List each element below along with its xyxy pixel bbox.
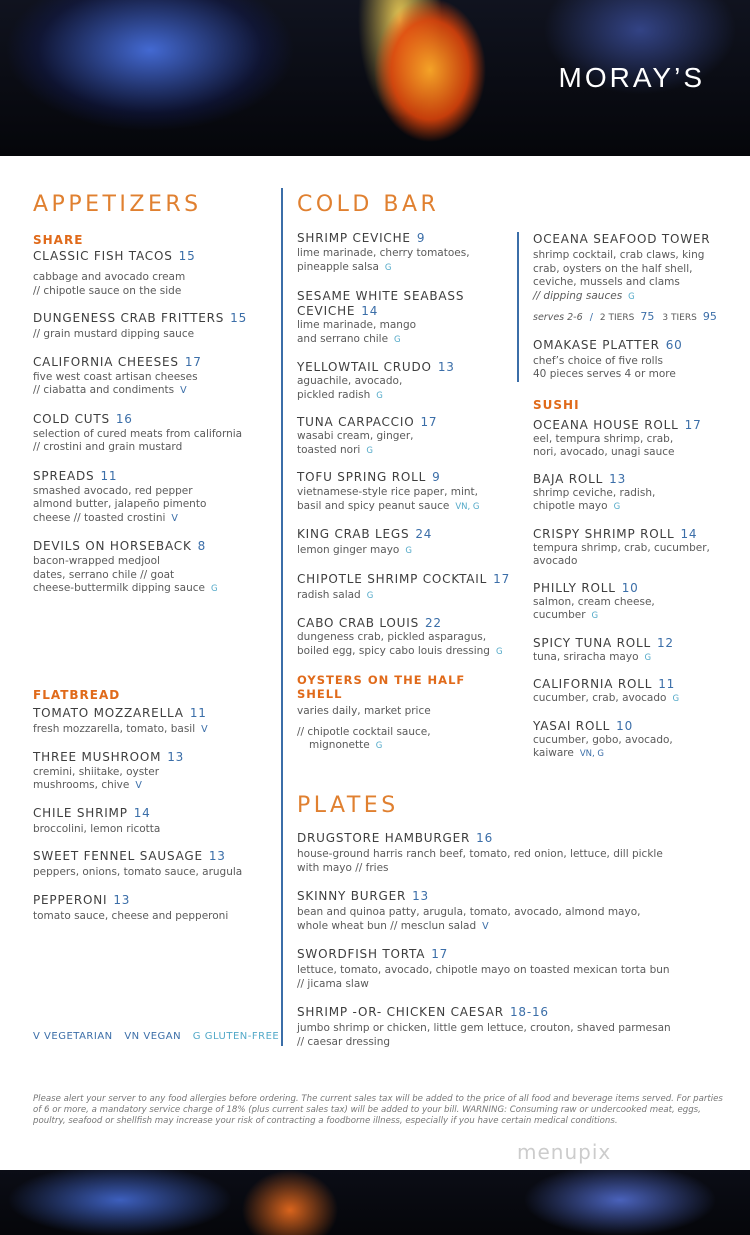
item-name: CALIFORNIA ROLL [533,677,653,691]
gluten-free-tag: G [672,694,680,704]
item-desc: mignonette [309,739,370,751]
menu-item [297,572,512,604]
item-desc: house-ground harris ranch beef, tomato, red onion, lettuce, dill pickle [297,848,663,860]
item-name: YELLOWTAIL CRUDO [297,360,432,374]
item-price: 17 [493,571,511,586]
menu-item [33,311,273,342]
item-name: SPICY TUNA ROLL [533,635,651,650]
gluten-free-tag: G [210,584,218,594]
vegetarian-tag: V [135,780,142,791]
allergy-disclaimer: Please alert your server to any food allergies before ordering. The current sales tax will be added to the price of all food and beverage items served. For parties of 6 or more, a mandatory service charge of 18% (plus current sales tax) will be added to your bill. WARNING: Consuming raw or undercooked meat, eggs, poultry, seafood or shellfish may increase your risk of contracting a foodborne illness, especially if you have certain medical conditions. [33,1094,723,1126]
item-name: SWEET FENNEL SAUSAGE [33,849,203,863]
item-price: 8 [197,539,207,553]
item-desc: with mayo // fries [297,861,389,874]
menu-item [33,893,273,924]
item-desc: peppers, onions, tomato sauce, arugula [33,866,243,878]
item-desc: wasabi cream, ginger, [297,430,414,442]
menu-item [297,289,512,347]
item-desc: chipotle mayo [533,500,608,512]
item-desc: jumbo shrimp or chicken, little gem lettuce, crouton, shaved parmesan [297,1022,671,1034]
item-desc: mushrooms, chive [33,779,130,791]
tower-tier3: 3 TIERS [662,313,697,323]
item-desc: shrimp cocktail, crab claws, king [533,249,705,261]
menu-item [297,616,512,659]
item-desc: salmon, cream cheese, [533,595,655,608]
dietary-legend [33,1031,287,1042]
item-desc: almond butter, jalapeño pimento [33,498,207,510]
item-price: 14 [361,304,379,318]
item-price: 13 [208,849,226,863]
tower-price2: 75 [640,310,655,323]
item-desc: five west coast artisan cheeses [33,370,198,383]
item-desc: cabbage and avocado cream [33,271,186,283]
item-name-line2: CEVICHE [297,304,356,318]
menu-item [297,527,512,559]
item-price: 60 [665,337,683,352]
item-name: KING CRAB LEGS [297,527,410,541]
item-desc: dates, serrano chile // goat [33,568,175,581]
menu-item [297,1005,717,1049]
legend-vn-text: VEGAN [143,1031,182,1042]
item-desc: // caesar dressing [297,1035,391,1048]
item-price: 15 [178,249,196,263]
menu-item [533,581,733,624]
menu-item [297,360,512,403]
item-price: 18-16 [509,1005,549,1019]
item-desc: // jicama slaw [297,977,369,990]
item-desc: cheese // toasted crostini [33,511,166,524]
gluten-free-tag: G [376,390,383,401]
item-price: 12 [656,635,674,650]
menu-item [297,947,717,991]
menu-item [533,719,733,762]
item-desc: cheese-buttermilk dipping sauce [33,582,205,594]
item-name: CRISPY SHRIMP ROLL [533,526,675,541]
item-desc: lemon ginger mayo [297,544,400,556]
item-name: PHILLY ROLL [533,580,616,595]
item-price: 13 [609,471,627,486]
item-name: TUNA CARPACCIO [297,415,415,429]
appetizers-section [33,192,273,597]
item-desc: cucumber [533,609,586,621]
column-divider-left [281,188,283,1046]
gluten-free-tag: G [366,590,374,601]
share-subheading: SHARE [33,233,84,247]
item-desc: // ciabatta and condiments [33,384,175,396]
item-desc: ceviche, mussels and clams [533,276,680,288]
item-name: CALIFORNIA CHEESES [33,354,179,369]
item-price: 17 [184,354,202,369]
oysters-block [297,673,512,754]
item-desc: tomato sauce, cheese and pepperoni [33,909,229,922]
item-price: 15 [230,311,248,325]
menu-item [297,231,512,275]
menu-item [533,418,733,460]
item-price: 16 [476,831,494,845]
item-name: BAJA ROLL [533,471,604,486]
plates-heading: PLATES [297,793,399,818]
item-price: 11 [658,677,676,691]
item-desc: basil and spicy peanut sauce [297,499,450,512]
gluten-free-tag: G [644,652,652,663]
menu-item [33,412,273,455]
item-name: PEPPERONI [33,892,108,907]
vegetarian-tag: V [482,920,489,932]
column-divider-right [517,232,519,382]
menu-item [33,849,273,880]
right-column [533,232,733,762]
item-desc: aguachile, avocado, [297,375,403,387]
gluten-free-tag: G [591,611,599,621]
item-desc: pineapple salsa [297,260,379,273]
item-name: OCEANA HOUSE ROLL [533,417,679,432]
plates-section [297,793,717,1049]
item-name: CLASSIC FISH TACOS [33,249,173,263]
watermark: menupix [517,1140,612,1164]
item-desc: lime marinade, cherry tomatoes, [297,247,470,259]
item-desc: cucumber, crab, avocado [533,692,667,704]
item-name: TOFU SPRING ROLL [297,470,427,484]
item-desc: // dipping sauces [533,289,623,302]
legend-g-text: GLUTEN-FREE [204,1031,280,1042]
item-price: 9 [432,470,441,484]
item-name: THREE MUSHROOM [33,749,162,764]
tower-serves: serves 2-6 [533,312,583,323]
item-price: 13 [412,889,429,903]
item-desc: cucumber, gobo, avocado, [533,733,673,746]
item-desc: tempura shrimp, crab, cucumber, [533,541,710,554]
item-name: OCEANA SEAFOOD TOWER [533,232,711,246]
legend-g-key: G [192,1031,202,1042]
menu-item [533,527,733,569]
item-desc: bacon-wrapped medjool [33,555,160,567]
cold-bar-heading: COLD BAR [297,192,440,217]
menu-item [33,706,273,737]
item-price: 17 [420,415,438,429]
menu-item [33,249,273,298]
item-name: COLD CUTS [33,411,110,426]
item-name: SESAME WHITE SEABASS [297,289,465,303]
brand-title: MORAY’S [558,62,705,93]
item-name: SWORDFISH TORTA [297,947,426,961]
item-desc: broccolini, lemon ricotta [33,822,161,835]
item-desc: tuna, sriracha mayo [533,650,639,663]
menu-item [33,469,273,526]
gluten-free-tag: G [613,502,621,512]
gluten-free-tag: G [495,646,503,657]
item-name: SHRIMP CEVICHE [297,231,411,245]
item-name: CHILE SHRIMP [33,805,128,820]
menu-item [297,470,512,514]
item-price: 9 [416,231,426,245]
flatbread-subheading: FLATBREAD [33,688,121,702]
item-name: SHRIMP -OR- CHICKEN CAESAR [297,1005,504,1019]
gluten-free-tag: G [384,262,392,273]
legend-vn-key: VN [124,1031,140,1042]
item-desc: chef’s choice of five rolls [533,354,663,367]
item-desc: vietnamese-style rice paper, mint, [297,486,478,498]
item-desc: shrimp ceviche, radish, [533,486,656,499]
vegan-gluten-free-tag: VN, G [579,749,604,759]
appetizers-heading: APPETIZERS [33,192,202,217]
item-name: OMAKASE PLATTER [533,337,660,352]
item-desc: // grain mustard dipping sauce [33,328,195,340]
item-desc: boiled egg, spicy cabo louis dressing [297,644,490,657]
item-desc: radish salad [297,588,361,601]
item-price: 11 [189,706,207,720]
menu-item [33,750,273,793]
vegetarian-tag: V [171,512,178,524]
item-price: 22 [425,616,442,630]
item-price: 14 [133,805,151,820]
oysters-subheading: OYSTERS ON THE HALF SHELL [297,673,466,701]
item-price: 13 [167,749,185,764]
item-name: CHIPOTLE SHRIMP COCKTAIL [297,571,488,586]
footer-banner [0,1170,750,1235]
item-desc: dungeness crab, pickled asparagus, [297,631,487,643]
vegetarian-tag: V [201,724,208,735]
item-price: 11 [100,468,118,483]
item-desc: crab, oysters on the half shell, [533,262,693,275]
item-price: 10 [616,718,634,733]
item-desc: smashed avocado, red pepper [33,484,193,497]
item-desc: selection of cured meats from california [33,427,243,440]
item-desc: lime marinade, mango [297,319,417,331]
gluten-free-tag: G [394,334,401,345]
legend-v-key: V [33,1031,41,1042]
menu-item [33,355,273,398]
item-desc: pickled radish [297,388,371,401]
item-desc: and serrano chile [297,332,389,345]
menu-item [533,677,733,707]
item-name: SPREADS [33,468,95,483]
vegetarian-tag: V [180,385,187,396]
gluten-free-tag: G [375,741,383,751]
menu-item [533,636,733,666]
menu-item [297,831,717,875]
item-desc: lettuce, tomato, avocado, chipotle mayo on toasted mexican torta bun [297,964,670,976]
item-name: CABO CRAB LOUIS [297,616,419,630]
flatbread-section [33,688,273,923]
item-name: DUNGENESS CRAB FRITTERS [33,311,225,325]
item-desc: 40 pieces serves 4 or more [533,368,676,380]
gluten-free-tag: G [628,291,635,302]
item-name: DEVILS ON HORSEBACK [33,539,192,553]
item-price: 13 [113,892,131,907]
item-desc: bean and quinoa patty, arugula, tomato, avocado, almond mayo, [297,906,641,918]
vegan-gluten-free-tag: VN, G [455,501,480,512]
item-desc: avocado [533,555,578,567]
item-desc: // crostini and grain mustard [33,441,183,453]
item-desc: fresh mozzarella, tomato, basil [33,723,196,735]
menu-item [297,415,512,458]
item-name: YASAI ROLL [533,718,611,733]
item-price: 17 [431,947,449,961]
item-price: 14 [680,526,698,541]
sushi-subheading: SUSHI [533,397,580,412]
header-banner [0,0,750,156]
tower-price3: 95 [702,310,717,323]
item-desc: // chipotle sauce on the side [33,284,182,297]
item-price: 17 [684,417,702,432]
legend-v-text: VEGETARIAN [44,1031,113,1042]
item-price: 13 [437,360,455,374]
item-price: 10 [621,580,639,595]
item-desc: nori, avocado, unagi sauce [533,446,675,458]
item-desc: kaiware [533,747,574,759]
item-desc: varies daily, market price [297,705,431,717]
menu-item [33,806,273,837]
item-desc: eel, tempura shrimp, crab, [533,432,674,445]
item-name: DRUGSTORE HAMBURGER [297,831,471,845]
item-name: TOMATO MOZZARELLA [33,706,184,720]
item-desc: // chipotle cocktail sauce, [297,725,431,738]
item-desc: whole wheat bun // mesclun salad [297,919,477,932]
menu-item [533,472,733,515]
seafood-tower: OCEANA SEAFOOD TOWER shrimp cocktail, crab claws, king crab, oysters on the half shell, ceviche, mussels and clams // dipping sauces G serves 2-6 / 2 TIERS 75 3 TIERS 95 [533,232,733,326]
item-price: 24 [415,527,433,541]
item-desc: cremini, shiitake, oyster [33,765,160,778]
item-name: SKINNY BURGER [297,889,407,903]
gluten-free-tag: G [366,445,373,456]
cold-bar-section [297,192,512,754]
omakase-platter [533,338,733,382]
gluten-free-tag: G [405,546,412,556]
tower-tier2: 2 TIERS [599,313,635,323]
item-price: 16 [115,411,133,426]
item-desc: toasted nori [297,443,361,456]
menu-item [33,539,273,597]
menu-item [297,889,717,933]
